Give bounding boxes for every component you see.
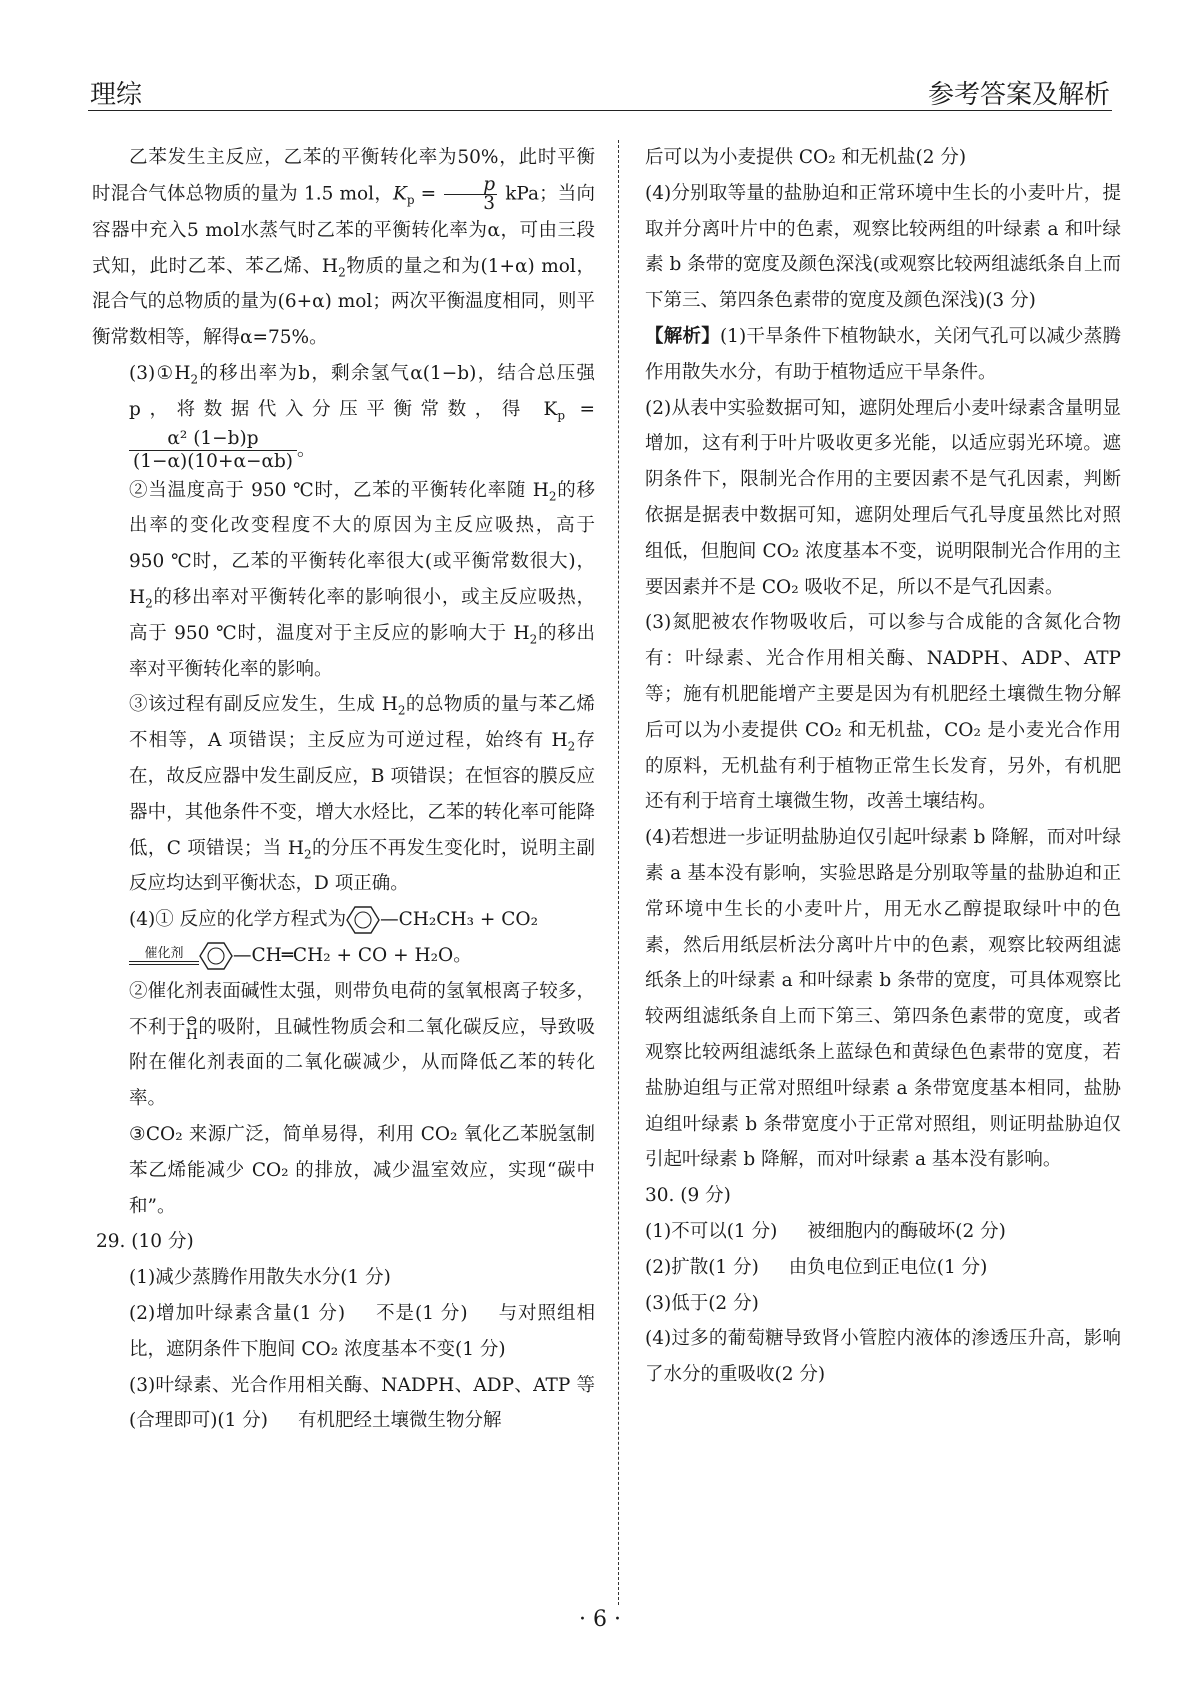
paragraph: ③该过程有副反应发生，生成 $H_2$的总物质的量与苯乙烯不相等，A 项错误；主反应为可逆过程，始终有 $H_2$存在，故反应器中发生副反应，B 项错误；在恒容的膜反应器中，其他条件不变，增大水烃比，乙苯的转化率可能降低，C 项错误；当 $H_2$的分压不再发生变化时，说明主副反应均达到平衡状态，D 项正确。	[129, 694, 595, 895]
page-header	[88, 70, 1112, 111]
fraction: $\frac{\text{α² (1−b)p}}{(1-\alpha)(10+\alpha-\alpha b)}$	[129, 428, 297, 473]
column-divider	[618, 140, 619, 1605]
paragraph: 乙苯发生主反应，乙苯的平衡转化率为50%，此时平衡时混合气体总物质的量为 1.5 mol，$K_p$ = $\frac{p}{3}$ kPa；当向容器中充入5 mol水蒸气时乙苯的平衡转化率为α，可由三段式知，此时乙苯、苯乙烯、$H_2$物质的量之和为(1+α) mol，混合气的总物质的量为(6+α) mol；两次平衡温度相同，则平衡常数相等，解得α=75%。	[92, 147, 595, 349]
answer-item: (2)扩散(1 分) 由负电位到正电位(1 分)	[645, 1256, 988, 1278]
paragraph: $(3)①H_2$的移出率为b，剩余氢气α(1−b)，结合总压强 p，将数据代入分压平衡常数，得 $K_p$ = $\frac{\text{α² (1−b)p}}{(1-\alpha)(10+\alpha-\alpha b)}$ 。	[129, 362, 595, 472]
paragraph: ②催化剂表面碱性太强，则带负电荷的氢氧根离子较多，不利于⊖ H的吸附，且碱性物质会和二氧化碳反应，导致吸附在催化剂表面的二氧化碳减少，从而降低乙苯的转化率。	[129, 980, 595, 1110]
question-number: 30. (9 分)	[645, 1185, 731, 1207]
fraction: $\frac{p}{3}$	[444, 176, 497, 213]
analysis-paragraph: (2)从表中实验数据可知，遮阴处理后小麦叶绿素含量明显增加，这有利于叶片吸收更多光能，以适应弱光环境。遮阴条件下，限制光合作用的主要因素不是气孔因素，判断依据是据表中数据可知，遮阴处理后气孔导度虽然比对照组低，但胞间 CO₂ 浓度基本不变，说明限制光合作用的主要因素并不是 CO₂ 吸收不足，所以不是气孔因素。	[645, 397, 1121, 598]
equation: (4)① 反应的化学方程式为 —CH₂CH₃ + CO₂ 催化剂 —CH═CH₂ + CO + H₂O。	[92, 902, 595, 974]
analysis-paragraph: 【解析】(1)干旱条件下植物缺水，关闭气孔可以减少蒸腾作用散失水分，有助于植物适应干旱条件。	[645, 325, 1121, 383]
answer-item: (4)过多的葡萄糖导致肾小管腔内液体的渗透压升高，影响了水分的重吸收(2 分)	[645, 1328, 1121, 1386]
analysis-paragraph: (3)氮肥被农作物吸收后，可以参与合成能的含氮化合物有：叶绿素、光合作用相关酶、NADPH、ADP、ATP 等；施有机肥能增产主要是因为有机肥经土壤微生物分解后可以为小麦提供 CO₂ 和无机盐，CO₂ 是小麦光合作用的原料，无机盐有利于植物正常生长发育，另外，有机肥还有利于培育土壤微生物，改善土壤结构。	[645, 612, 1121, 813]
left-column	[92, 140, 595, 1439]
benzene-ring-icon	[346, 905, 380, 935]
benzene-ring-icon	[199, 941, 233, 971]
subject-title: 理综	[90, 80, 143, 110]
reaction-arrow: 催化剂	[129, 947, 199, 965]
answer-item: (4)分别取等量的盐胁迫和正常环境中生长的小麦叶片，提取并分离叶片中的色素，观察比较两组的叶绿素 a 和叶绿素 b 条带的宽度及颜色深浅(或观察比较两组滤纸条自上而下第三、第四条色素带的宽度及颜色深浅)(3 分)	[645, 182, 1121, 312]
hydride-symbol: ⊖ H	[185, 1012, 198, 1043]
answer-item: (1)减少蒸腾作用散失水分(1 分)	[129, 1267, 391, 1289]
page-number: · 6 ·	[579, 1607, 621, 1632]
answer-item: (2)增加叶绿素含量(1 分) 不是(1 分) 与对照组相比，遮阴条件下胞间 CO₂ 浓度基本不变(1 分)	[129, 1302, 595, 1360]
analysis-tag: 【解析】	[645, 325, 720, 347]
question-number: 29. (10 分)	[96, 1231, 194, 1253]
right-column	[645, 140, 1121, 1393]
answer-item: (3)叶绿素、光合作用相关酶、NADPH、ADP、ATP 等(合理即可)(1 分) 有机肥经土壤微生物分解	[129, 1374, 595, 1432]
answer-item: (1)不可以(1 分) 被细胞内的酶破坏(2 分)	[645, 1220, 1006, 1242]
answer-item: (3)低于(2 分)	[645, 1292, 759, 1314]
paragraph: ②当温度高于 950 ℃时，乙苯的平衡转化率随 $H_2$的移出率的变化改变程度不大的原因为主反应吸热，高于 950 ℃时，乙苯的平衡转化率很大(或平衡常数很大)，$H_2$的移出率对平衡转化率的影响很小，或主反应吸热，高于 950 ℃时，温度对于主反应的影响大于 $H_2$的移出率对平衡转化率的影响。	[129, 479, 595, 680]
answer-item: 后可以为小麦提供 CO₂ 和无机盐(2 分)	[645, 147, 967, 168]
paragraph: ③CO₂ 来源广泛，简单易得，利用 CO₂ 氧化乙苯脱氢制苯乙烯能减少 CO₂ 的排放，减少温室效应，实现“碳中和”。	[129, 1123, 595, 1217]
section-title: 参考答案及解析	[927, 80, 1110, 110]
analysis-paragraph: (4)若想进一步证明盐胁迫仅引起叶绿素 b 降解，而对叶绿素 a 基本没有影响，实验思路是分别取等量的盐胁迫和正常环境中生长的小麦叶片，用无水乙醇提取绿叶中的色素，然后用纸层析法分离叶片中的色素，观察比较两组滤纸条上的叶绿素 a 和叶绿素 b 条带的宽度，可具体观察比较两组滤纸条自上而下第三、第四条色素带的宽度，或者观察比较两组滤纸条上蓝绿色和黄绿色色素带的宽度，若盐胁迫组与正常对照组叶绿素 a 条带宽度基本相同，盐胁迫组叶绿素 b 条带宽度小于正常对照组，则证明盐胁迫仅引起叶绿素 b 降解，而对叶绿素 a 基本没有影响。	[645, 827, 1121, 1171]
